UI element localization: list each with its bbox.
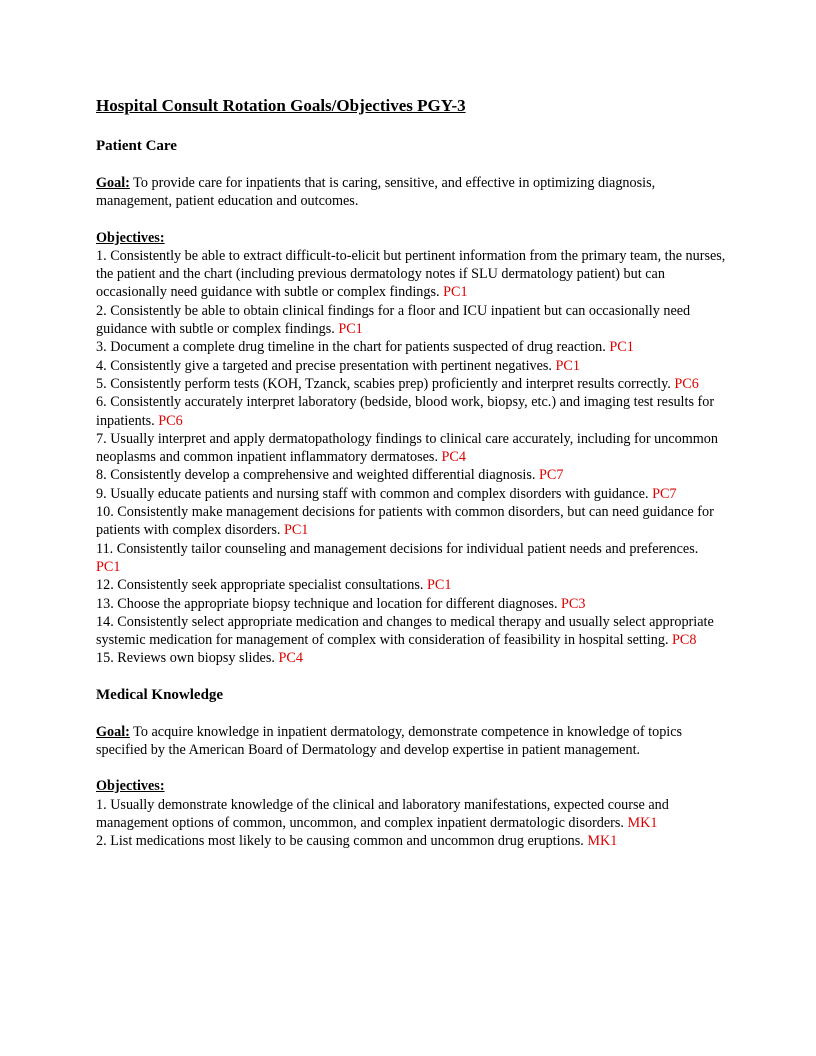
objective-item <box>96 832 726 850</box>
objectives-label: Objectives: <box>96 778 165 795</box>
objective-text: 8. Consistently develop a comprehensive and weighted differential diagnosis. <box>96 467 539 484</box>
goal-paragraph <box>96 723 726 760</box>
objective-item <box>96 540 726 577</box>
objective-text: 2. Consistently be able to obtain clinical findings for a floor and ICU inpatient but can occasionally need guidance with subtle or complex findings. <box>96 302 691 338</box>
objective-item <box>96 595 726 613</box>
goal-label: Goal: <box>96 723 130 740</box>
objective-text: 6. Consistently accurately interpret laboratory (bedside, blood work, biopsy, etc.) and imaging test results for inpatients. <box>96 394 715 429</box>
objectives-list <box>96 229 726 668</box>
section-heading: Patient Care <box>96 138 177 154</box>
section-patient-care <box>96 137 726 668</box>
competency-code: PC1 <box>443 284 468 301</box>
objective-item <box>96 613 726 650</box>
competency-code: PC3 <box>561 595 586 612</box>
objective-text: 4. Consistently give a targeted and precise presentation with pertinent negatives. <box>96 357 556 374</box>
competency-code: PC1 <box>555 357 580 374</box>
objectives-list <box>96 777 726 850</box>
objective-item <box>96 247 726 302</box>
objective-text: 13. Choose the appropriate biopsy technique and location for different diagnoses. <box>96 595 562 612</box>
objective-text: 14. Consistently select appropriate medication and changes to medical therapy and usually select appropriate systemic medication for management of complex with consideration of feasibility in hospital setting. <box>96 613 714 649</box>
section-heading: Medical Knowledge <box>96 686 224 703</box>
objective-item <box>96 338 726 356</box>
objective-text: 2. List medications most likely to be causing common and uncommon drug eruptions. <box>96 833 588 850</box>
objective-text: 12. Consistently seek appropriate specialist consultations. <box>96 577 427 594</box>
objective-text: 1. Consistently be able to extract difficult-to-elicit but pertinent information from the primary team, the nurses, the patient and the chart (including previous dermatology notes if SLU dermatology patient) but can occasionally need guidance with subtle or complex findings. <box>96 247 726 301</box>
objective-text: 7. Usually interpret and apply dermatopathology findings to clinical care accurately, including for uncommon neoplasms and common inpatient inflammatory dermatoses. <box>96 430 718 466</box>
section-medical-knowledge <box>96 686 726 851</box>
objectives-label: Objectives: <box>96 229 165 246</box>
page-title: Hospital Consult Rotation Goals/Objectives PGY-3 <box>96 96 466 115</box>
competency-code: PC4 <box>441 449 466 466</box>
goal-text: To provide care for inpatients that is caring, sensitive, and effective in optimizing diagnosis, management, patient education and outcomes. <box>96 175 656 210</box>
goal-label: Goal: <box>96 175 130 191</box>
goal-paragraph <box>96 174 726 211</box>
competency-code: PC7 <box>539 467 564 484</box>
objective-item <box>96 302 726 339</box>
objective-item <box>96 466 726 484</box>
objective-item <box>96 649 726 667</box>
objective-item <box>96 503 726 540</box>
objective-item <box>96 485 726 503</box>
objective-item <box>96 357 726 375</box>
objective-item <box>96 393 726 430</box>
competency-code: PC1 <box>96 558 121 575</box>
objective-item <box>96 796 726 833</box>
goal-text: To acquire knowledge in inpatient dermatology, demonstrate competence in knowledge of topics specified by the American Board of Dermatology and develop expertise in patient management. <box>96 723 683 759</box>
objective-text: 15. Reviews own biopsy slides. <box>96 650 279 667</box>
objective-item <box>96 375 726 393</box>
objective-text: 5. Consistently perform tests (KOH, Tzanck, scabies prep) proficiently and interpret results correctly. <box>96 375 675 392</box>
objective-text: 9. Usually educate patients and nursing staff with common and complex disorders with guidance. <box>96 485 653 502</box>
objective-item <box>96 430 726 467</box>
objective-text: 3. Document a complete drug timeline in the chart for patients suspected of drug reaction. <box>96 339 610 356</box>
objective-text: 10. Consistently make management decisions for patients with common disorders, but can need guidance for patients with complex disorders. <box>96 504 714 539</box>
competency-code: PC7 <box>652 485 677 502</box>
competency-code: PC1 <box>609 339 634 356</box>
competency-code: PC1 <box>338 321 363 338</box>
objective-text: 1. Usually demonstrate knowledge of the clinical and laboratory manifestations, expected course and management options of common, uncommon, and complex inpatient dermatologic disorders. <box>96 796 669 831</box>
competency-code: PC6 <box>158 412 183 429</box>
competency-code: PC6 <box>674 375 699 392</box>
competency-code: PC1 <box>283 522 309 539</box>
objective-item <box>96 576 726 594</box>
competency-code: MK1 <box>627 814 658 831</box>
competency-code: MK1 <box>587 833 618 850</box>
competency-code: PC1 <box>426 577 452 594</box>
competency-code: PC4 <box>278 650 303 667</box>
document-page <box>96 95 726 851</box>
competency-code: PC8 <box>672 632 697 649</box>
objective-text: 11. Consistently tailor counseling and management decisions for individual patient needs and preferences. <box>96 540 699 557</box>
